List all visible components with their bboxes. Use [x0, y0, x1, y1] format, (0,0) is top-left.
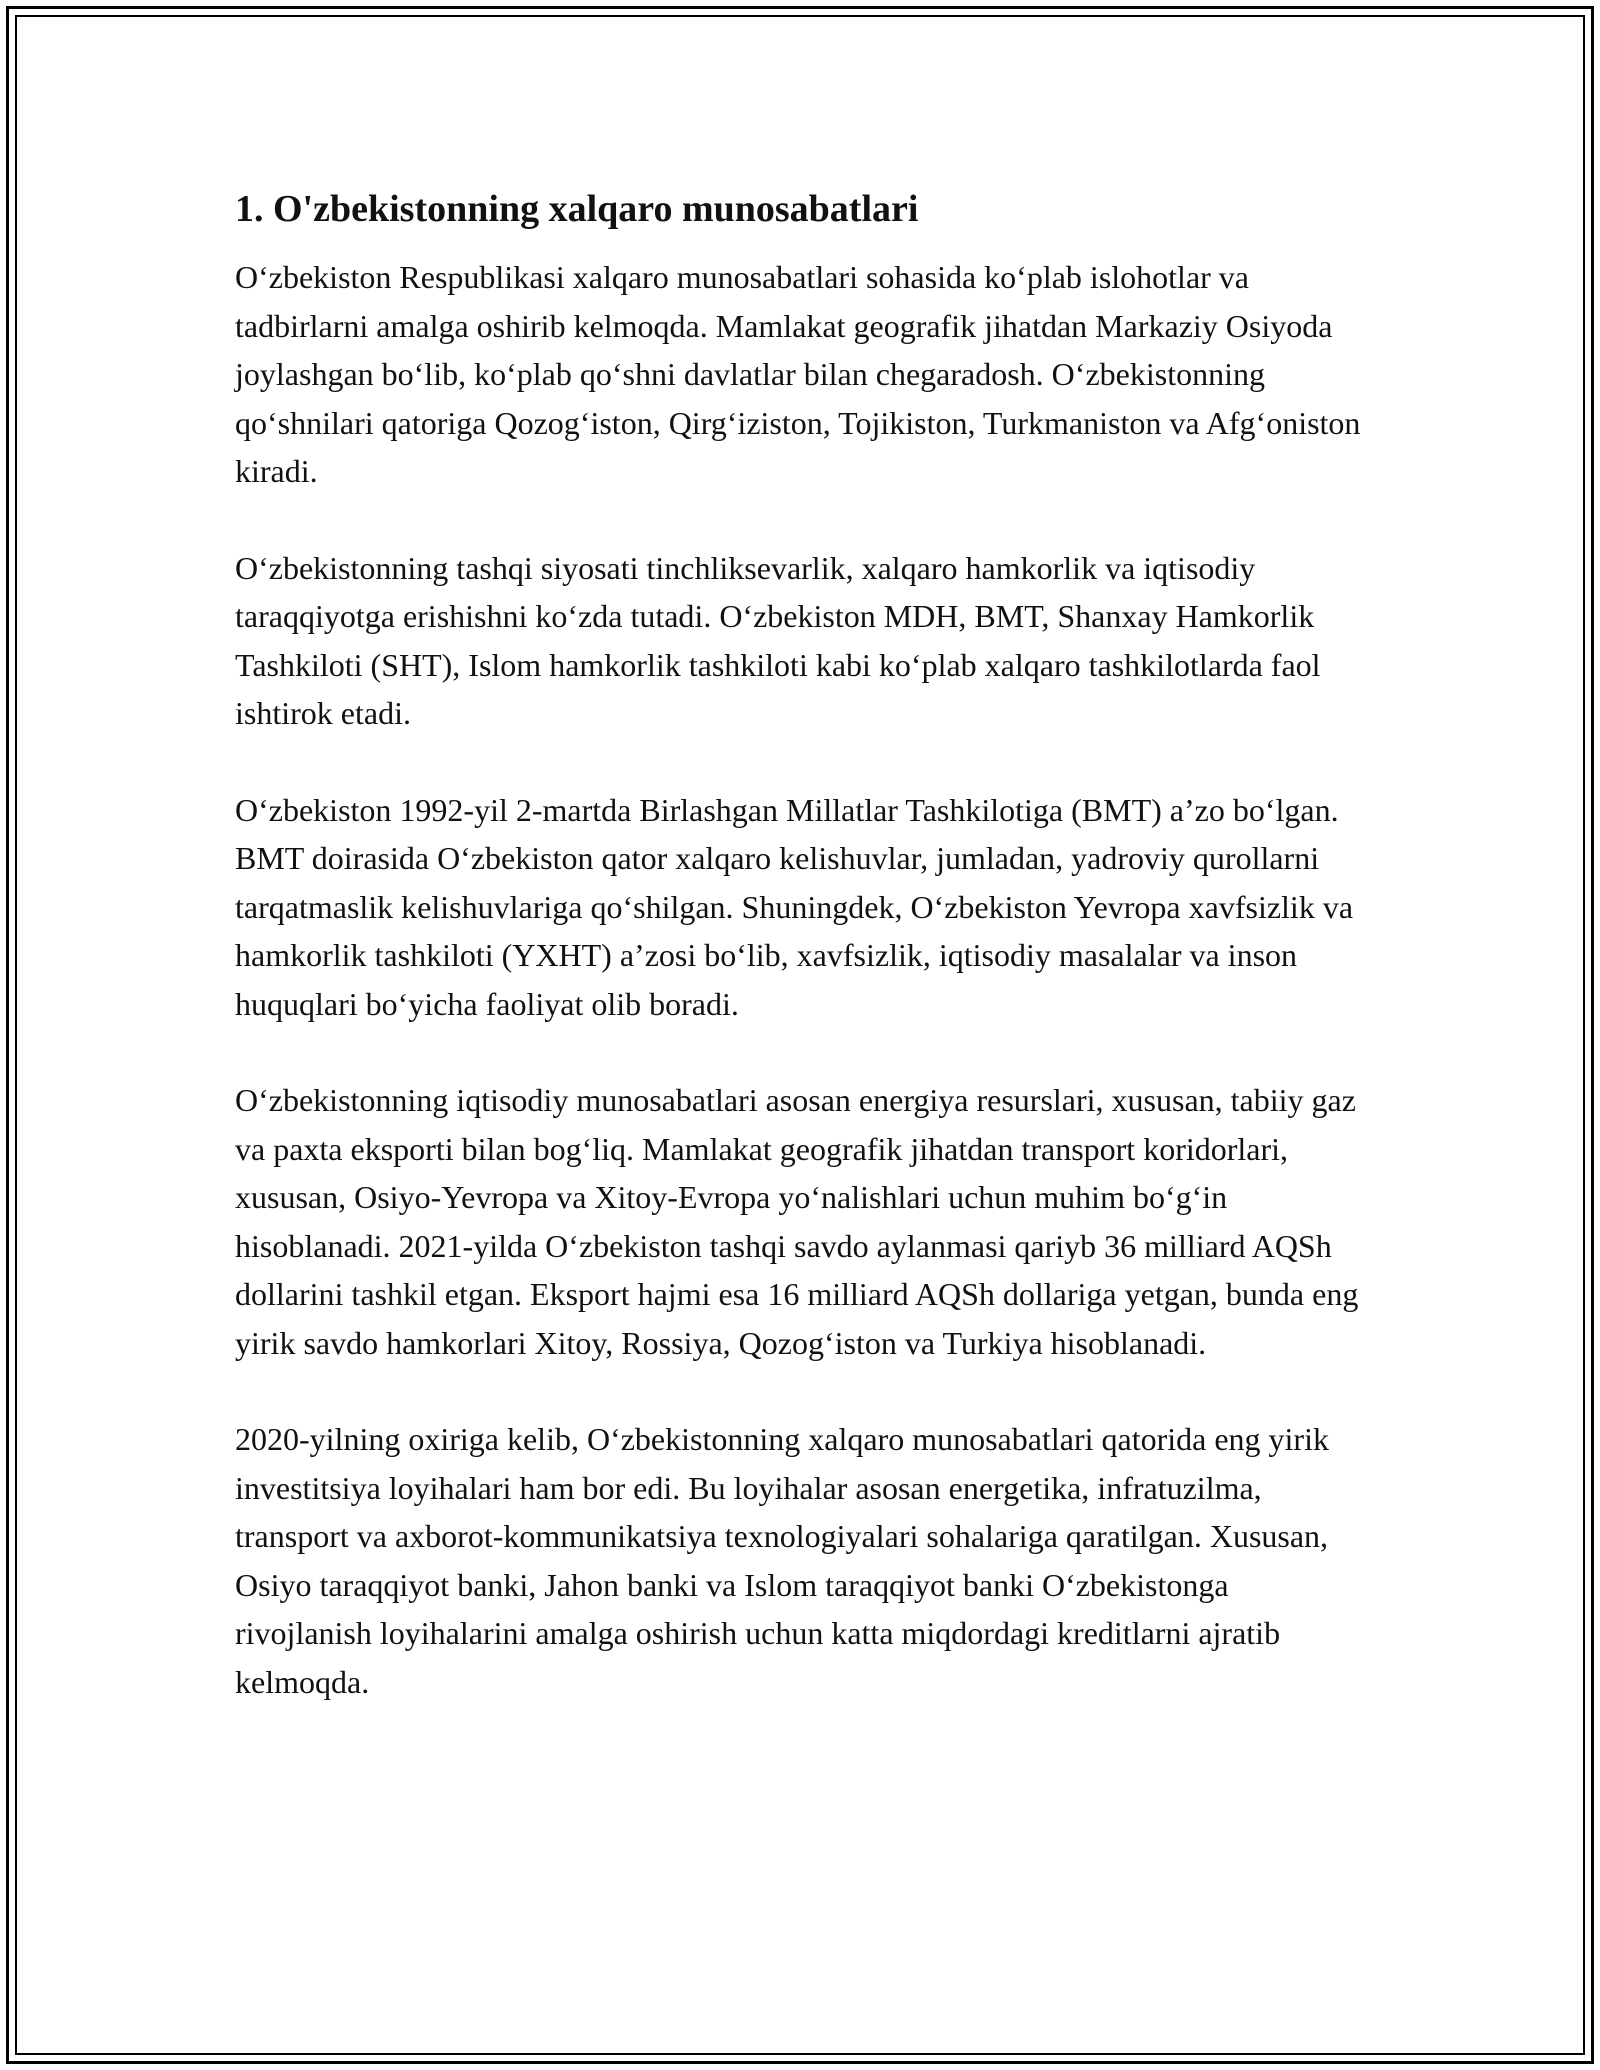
paragraph-foreign-policy: O‘zbekistonning tashqi siyosati tinchliksevarlik, xalqaro hamkorlik va iqtisodiy taraqqiyotga erishishni ko‘zda tutadi. O‘zbekiston MDH, BMT, Shanxay Hamkorlik Tashkiloti (SHT), Islom hamkorlik tashkiloti kabi ko‘plab xalqaro tashkilotlarda faol ishtirok etadi. — [235, 549, 1321, 731]
document-title: 1. O'zbekistonning xalqaro munosabatlari — [235, 188, 919, 230]
paragraph-investment-projects: 2020-yilning oxiriga kelib, O‘zbekistonning xalqaro munosabatlari qatorida eng yirik investitsiya loyihalari ham bor edi. Bu loyihalar asosan energetika, infratuzilma, transport va axborot-kommunikatsiya texnologiyalari sohalariga qaratilgan. Xususan, Osiyo taraqqiyot banki, Jahon banki va Islom taraqqiyot banki O‘zbekistonga rivojlanish loyihalarini amalga oshirish uchun katta miqdordagi kreditlarni ajratib kelmoqda. — [235, 1421, 1329, 1700]
paragraph-un-membership: O‘zbekiston 1992-yil 2-martda Birlashgan Millatlar Tashkilotiga (BMT) a’zo bo‘lgan. BMT doirasida O‘zbekiston qator xalqaro kelishuvlar, jumladan, yadroviy qurollarni tarqatmaslik kelishuvlariga qo‘shilgan. Shuningdek, O‘zbekiston Yevropa xavfsizlik va hamkorlik tashkiloti (YXHT) a’zosi bo‘lib, xavfsizlik, iqtisodiy masalalar va inson huquqlari bo‘yicha faoliyat olib boradi. — [235, 791, 1354, 1022]
paragraph-economic-relations: O‘zbekistonning iqtisodiy munosabatlari asosan energiya resurslari, xususan, tabiiy gaz va paxta eksporti bilan bog‘liq. Mamlakat geografik jihatdan transport koridorlari, xususan, Osiyo-Yevropa va Xitoy-Evropa yo‘nalishlari uchun muhim bo‘g‘in hisoblanadi. 2021-yilda O‘zbekiston tashqi savdo aylanmasi qariyb 36 milliard AQSh dollarini tashkil etgan. Eksport hajmi esa 16 milliard AQSh dollariga yetgan, bunda eng yirik savdo hamkorlari Xitoy, Rossiya, Qozog‘iston va Turkiya hisoblanadi. — [235, 1082, 1359, 1361]
paragraph-neighbors: O‘zbekiston Respublikasi xalqaro munosabatlari sohasida ko‘plab islohotlar va tadbirlarni amalga oshirib kelmoqda. Mamlakat geografik jihatdan Markaziy Osiyoda joylashgan bo‘lib, ko‘plab qo‘shni davlatlar bilan chegaradosh. O‘zbekistonning qo‘shnilari qatoriga Qozog‘iston, Qirg‘iziston, Tojikiston, Turkmaniston va Afg‘oniston kiradi. — [235, 259, 1361, 489]
document-body — [235, 185, 1365, 1754]
